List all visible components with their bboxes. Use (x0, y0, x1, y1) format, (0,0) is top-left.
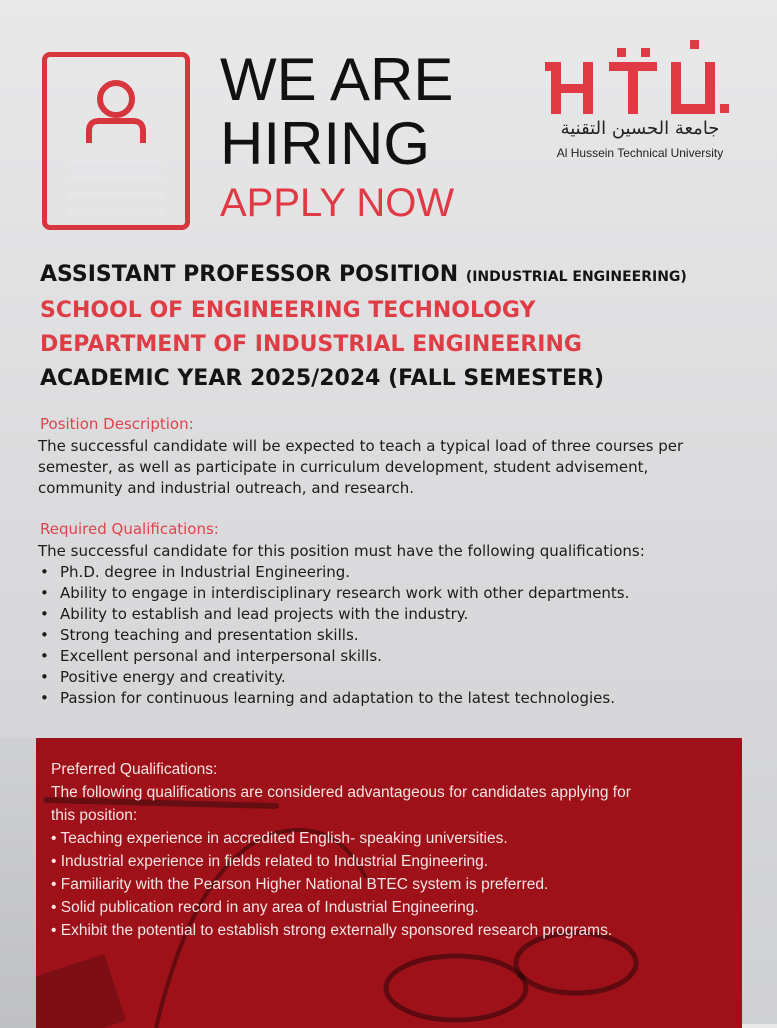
preferred-list (51, 827, 721, 942)
description-heading: Position Description: (40, 415, 194, 433)
list-item: • Positive energy and creativity. (38, 667, 738, 688)
apply-now-text: APPLY NOW (220, 181, 455, 225)
background-strip (0, 738, 36, 1028)
school-title: SCHOOL OF ENGINEERING TECHNOLOGY (40, 298, 536, 323)
list-item: • Strong teaching and presentation skills. (38, 625, 738, 646)
required-list (38, 562, 738, 709)
headline (220, 48, 454, 226)
list-item: • Ability to engage in interdisciplinary research work with other departments. (38, 583, 738, 604)
position-note: (INDUSTRIAL ENGINEERING) (465, 269, 687, 285)
headline-line-2: HIRING (220, 110, 430, 177)
htu-logo-mark-icon (545, 40, 735, 118)
preferred-intro-line-2: this position: (51, 807, 138, 824)
preferred-intro-line-1: The following qualifications are considered advantageous for candidates applying for (51, 784, 631, 801)
position-title (40, 258, 760, 294)
department-title: DEPARTMENT OF INDUSTRIAL ENGINEERING (40, 332, 582, 357)
description-line-1: The successful candidate will be expected to teach a typical load of three courses per (38, 437, 684, 455)
list-item: • Excellent personal and interpersonal skills. (38, 646, 738, 667)
list-item: • Solid publication record in any area of Industrial Engineering. (51, 896, 721, 919)
list-item: • Passion for continuous learning and adaptation to the latest technologies. (38, 688, 738, 709)
list-item: • Ability to establish and lead projects with the industry. (38, 604, 738, 625)
list-item: • Ph.D. degree in Industrial Engineering. (38, 562, 738, 583)
headline-line-1: WE ARE (220, 46, 454, 113)
list-item: • Familiarity with the Pearson Higher National BTEC system is preferred. (51, 873, 721, 896)
list-item: • Exhibit the potential to establish strong externally sponsored research programs. (51, 919, 721, 942)
list-item: • Industrial experience in fields related to Industrial Engineering. (51, 850, 721, 873)
required-heading: Required Qualifications: (40, 520, 219, 538)
list-item: • Teaching experience in accredited English- speaking universities. (51, 827, 721, 850)
preferred-heading: Preferred Qualifications: (51, 761, 218, 778)
position-title-text: ASSISTANT PROFESSOR POSITION (40, 262, 459, 287)
required-intro: The successful candidate for this position must have the following qualifications: (38, 542, 645, 560)
htu-logo (545, 40, 745, 170)
position-titles (40, 258, 760, 396)
resume-icon (42, 52, 190, 230)
academic-year-title: ACADEMIC YEAR 2025/2024 (FALL SEMESTER) (40, 366, 605, 391)
position-description (38, 414, 738, 499)
logo-university-name: Al Hussein Technical University (556, 146, 724, 160)
description-line-3: community and industrial outreach, and research. (38, 479, 414, 497)
preferred-content (51, 758, 721, 942)
logo-arabic-name: جامعة الحسين التقنية (560, 118, 720, 139)
preferred-panel (36, 738, 742, 1028)
description-line-2: semester, as well as participate in curriculum development, student advisement, (38, 458, 649, 476)
required-qualifications (38, 519, 738, 709)
